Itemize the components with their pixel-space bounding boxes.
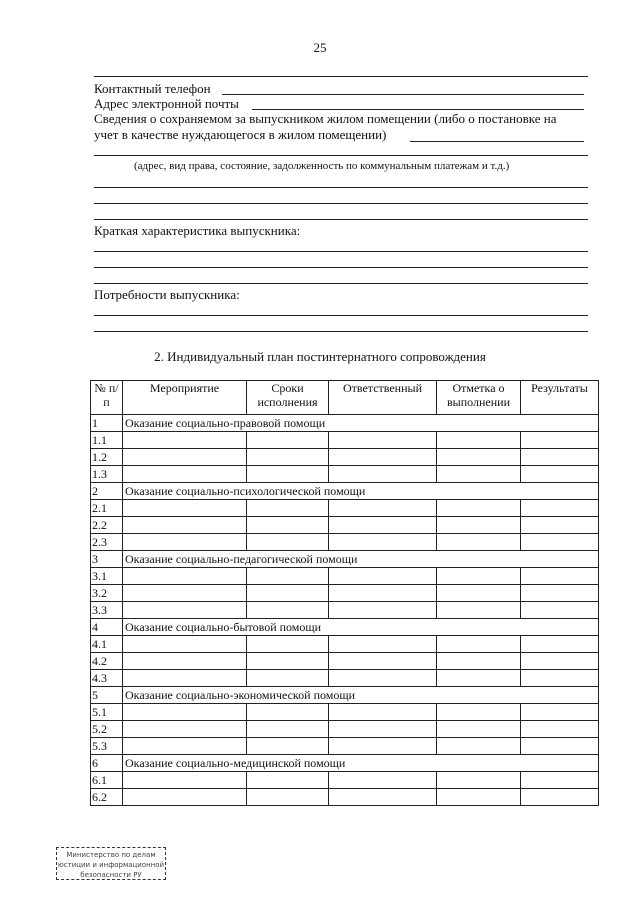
table-row	[91, 738, 599, 755]
table-row	[91, 534, 599, 551]
table-row	[91, 636, 599, 653]
completion-mark-cell[interactable]	[437, 432, 521, 449]
characteristic-field-2[interactable]	[94, 267, 588, 268]
activity-cell[interactable]	[123, 466, 247, 483]
results-cell[interactable]	[521, 636, 599, 653]
responsible-cell[interactable]	[329, 602, 437, 619]
responsible-cell[interactable]	[329, 636, 437, 653]
table-row	[91, 670, 599, 687]
group-number: 3	[91, 551, 123, 568]
completion-mark-cell[interactable]	[437, 449, 521, 466]
activity-cell[interactable]	[123, 670, 247, 687]
completion-mark-cell[interactable]	[437, 517, 521, 534]
table-row	[91, 704, 599, 721]
deadline-cell[interactable]	[247, 738, 329, 755]
completion-mark-cell[interactable]	[437, 636, 521, 653]
results-cell[interactable]	[521, 500, 599, 517]
housing-label-line1: Сведения о сохраняемом за выпускником жилом помещении (либо о постановке на	[94, 111, 557, 126]
activity-cell[interactable]	[123, 534, 247, 551]
table-row	[91, 517, 599, 534]
table-row	[91, 772, 599, 789]
stamp-line-2: юстиции и информационной	[57, 861, 165, 869]
housing-field-extra-1[interactable]	[94, 187, 588, 188]
needs-field-2[interactable]	[94, 331, 588, 332]
group-number: 5	[91, 687, 123, 704]
completion-mark-cell[interactable]	[437, 738, 521, 755]
deadline-cell[interactable]	[247, 772, 329, 789]
completion-mark-cell[interactable]	[437, 670, 521, 687]
item-number: 3.2	[91, 585, 123, 602]
table-row	[91, 721, 599, 738]
responsible-cell[interactable]	[329, 432, 437, 449]
support-plan-table	[90, 380, 599, 806]
table-row	[91, 653, 599, 670]
item-number: 3.1	[91, 568, 123, 585]
results-cell[interactable]	[521, 772, 599, 789]
item-number: 5.3	[91, 738, 123, 755]
table-body	[91, 415, 599, 806]
activity-cell[interactable]	[123, 517, 247, 534]
header-responsible: Ответственный	[329, 381, 437, 415]
completion-mark-cell[interactable]	[437, 721, 521, 738]
results-cell[interactable]	[521, 653, 599, 670]
group-title: Оказание социально-правовой помощи	[123, 415, 599, 432]
table-row	[91, 568, 599, 585]
stamp	[56, 847, 166, 880]
item-number: 2.1	[91, 500, 123, 517]
activity-cell[interactable]	[123, 738, 247, 755]
results-cell[interactable]	[521, 585, 599, 602]
deadline-cell[interactable]	[247, 636, 329, 653]
responsible-cell[interactable]	[329, 704, 437, 721]
activity-cell[interactable]	[123, 704, 247, 721]
activity-cell[interactable]	[123, 568, 247, 585]
item-number: 6.2	[91, 789, 123, 806]
completion-mark-cell[interactable]	[437, 500, 521, 517]
responsible-cell[interactable]	[329, 585, 437, 602]
results-cell[interactable]	[521, 704, 599, 721]
stamp-line-1: Министерство по делам	[66, 851, 156, 859]
activity-cell[interactable]	[123, 585, 247, 602]
completion-mark-cell[interactable]	[437, 772, 521, 789]
deadline-cell[interactable]	[247, 704, 329, 721]
deadline-cell[interactable]	[247, 585, 329, 602]
responsible-cell[interactable]	[329, 653, 437, 670]
activity-cell[interactable]	[123, 653, 247, 670]
activity-cell[interactable]	[123, 721, 247, 738]
table-group-row	[91, 551, 599, 568]
table-group-row	[91, 483, 599, 500]
completion-mark-cell[interactable]	[437, 653, 521, 670]
completion-mark-cell[interactable]	[437, 585, 521, 602]
responsible-cell[interactable]	[329, 517, 437, 534]
table-row	[91, 449, 599, 466]
responsible-cell[interactable]	[329, 466, 437, 483]
item-number: 5.1	[91, 704, 123, 721]
results-cell[interactable]	[521, 789, 599, 806]
page-number: 25	[313, 40, 327, 55]
completion-mark-cell[interactable]	[437, 568, 521, 585]
activity-cell[interactable]	[123, 772, 247, 789]
table-group-row	[91, 687, 599, 704]
table-row	[91, 466, 599, 483]
needs-label: Потребности выпускника:	[94, 287, 240, 302]
deadline-cell[interactable]	[247, 721, 329, 738]
responsible-cell[interactable]	[329, 568, 437, 585]
responsible-cell[interactable]	[329, 534, 437, 551]
housing-hint: (адрес, вид права, состояние, задолженность по коммунальным платежам и т.д.)	[134, 160, 510, 172]
results-cell[interactable]	[521, 466, 599, 483]
table-group-row	[91, 415, 599, 432]
responsible-cell[interactable]	[329, 500, 437, 517]
phone-field[interactable]	[222, 94, 584, 95]
activity-cell[interactable]	[123, 602, 247, 619]
table-group-row	[91, 619, 599, 636]
table-group-row	[91, 755, 599, 772]
item-number: 2.3	[91, 534, 123, 551]
item-number: 2.2	[91, 517, 123, 534]
email-field[interactable]	[252, 109, 584, 110]
needs-field-1[interactable]	[94, 315, 588, 316]
responsible-cell[interactable]	[329, 789, 437, 806]
table-row	[91, 602, 599, 619]
item-number: 1.3	[91, 466, 123, 483]
completion-mark-cell[interactable]	[437, 534, 521, 551]
deadline-cell[interactable]	[247, 517, 329, 534]
group-number: 6	[91, 755, 123, 772]
header-number: № п/п	[91, 381, 123, 415]
housing-field-extra-3[interactable]	[94, 219, 588, 220]
item-number: 1.2	[91, 449, 123, 466]
section-title: 2. Индивидуальный план постинтернатного сопровождения	[154, 349, 486, 364]
responsible-cell[interactable]	[329, 449, 437, 466]
item-number: 4.2	[91, 653, 123, 670]
activity-cell[interactable]	[123, 432, 247, 449]
table-row	[91, 585, 599, 602]
completion-mark-cell[interactable]	[437, 466, 521, 483]
header-results: Результаты	[521, 381, 599, 415]
completion-mark-cell[interactable]	[437, 789, 521, 806]
table-row	[91, 500, 599, 517]
item-number: 3.3	[91, 602, 123, 619]
table-row	[91, 789, 599, 806]
results-cell[interactable]	[521, 534, 599, 551]
completion-mark-cell[interactable]	[437, 602, 521, 619]
results-cell[interactable]	[521, 568, 599, 585]
item-number: 4.3	[91, 670, 123, 687]
item-number: 5.2	[91, 721, 123, 738]
results-cell[interactable]	[521, 602, 599, 619]
deadline-cell[interactable]	[247, 534, 329, 551]
activity-cell[interactable]	[123, 500, 247, 517]
group-number: 1	[91, 415, 123, 432]
header-activity: Мероприятие	[123, 381, 247, 415]
responsible-cell[interactable]	[329, 721, 437, 738]
deadline-cell[interactable]	[247, 500, 329, 517]
characteristic-field-1[interactable]	[94, 251, 588, 252]
housing-label-line2: учет в качестве нуждающегося в жилом помещении)	[94, 127, 387, 142]
results-cell[interactable]	[521, 517, 599, 534]
responsible-cell[interactable]	[329, 738, 437, 755]
item-number: 4.1	[91, 636, 123, 653]
housing-field-extra-2[interactable]	[94, 203, 588, 204]
results-cell[interactable]	[521, 721, 599, 738]
results-cell[interactable]	[521, 432, 599, 449]
header-deadline: Сроки исполнения	[247, 381, 329, 415]
group-title: Оказание социально-педагогической помощи	[123, 551, 599, 568]
characteristic-field-3[interactable]	[94, 283, 588, 284]
group-title: Оказание социально-экономической помощи	[123, 687, 599, 704]
item-number: 6.1	[91, 772, 123, 789]
top-rule	[94, 76, 588, 77]
activity-cell[interactable]	[123, 789, 247, 806]
deadline-cell[interactable]	[247, 653, 329, 670]
table-row	[91, 432, 599, 449]
item-number: 1.1	[91, 432, 123, 449]
table-header-row	[91, 381, 599, 415]
stamp-line-3: безопасности РУ	[80, 871, 142, 879]
characteristic-label: Краткая характеристика выпускника:	[94, 223, 301, 238]
deadline-cell[interactable]	[247, 670, 329, 687]
group-title: Оказание социально-психологической помощи	[123, 483, 599, 500]
housing-field-inline[interactable]	[410, 141, 584, 142]
group-title: Оказание социально-бытовой помощи	[123, 619, 599, 636]
responsible-cell[interactable]	[329, 772, 437, 789]
results-cell[interactable]	[521, 738, 599, 755]
activity-cell[interactable]	[123, 636, 247, 653]
housing-field[interactable]	[94, 155, 588, 156]
group-title: Оказание социально-медицинской помощи	[123, 755, 599, 772]
deadline-cell[interactable]	[247, 432, 329, 449]
results-cell[interactable]	[521, 449, 599, 466]
deadline-cell[interactable]	[247, 466, 329, 483]
group-number: 4	[91, 619, 123, 636]
phone-label: Контактный телефон	[94, 81, 211, 96]
deadline-cell[interactable]	[247, 602, 329, 619]
deadline-cell[interactable]	[247, 449, 329, 466]
header-completion-mark: Отметка о выполнении	[437, 381, 521, 415]
group-number: 2	[91, 483, 123, 500]
results-cell[interactable]	[521, 670, 599, 687]
email-label: Адрес электронной почты	[94, 96, 239, 111]
completion-mark-cell[interactable]	[437, 704, 521, 721]
deadline-cell[interactable]	[247, 568, 329, 585]
deadline-cell[interactable]	[247, 789, 329, 806]
activity-cell[interactable]	[123, 449, 247, 466]
responsible-cell[interactable]	[329, 670, 437, 687]
